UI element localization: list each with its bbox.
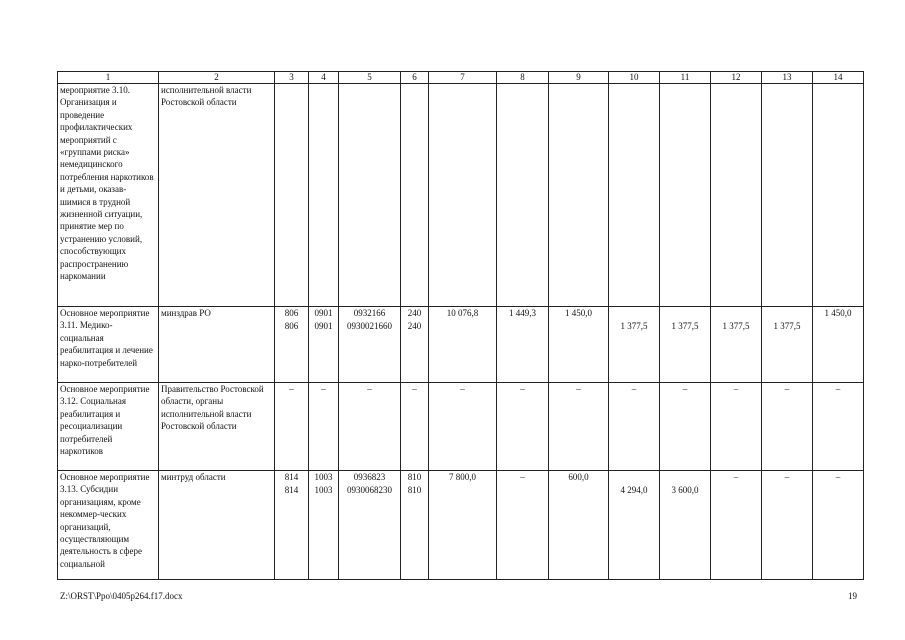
dash-cell: –: [309, 383, 339, 471]
measure-name: мероприятие 3.10. Организация и проведение профилактических мероприятий с «группами риска» немедицинского потребления наркотиков и детьми, оказав-шимися в трудной жизненной ситуации, принятие мер по устранению условий, способствующих распространению наркомании: [58, 84, 159, 307]
dash-cell: –: [813, 383, 864, 471]
expense-code: 810 810: [401, 471, 429, 580]
executor-name: минтруд области: [159, 471, 275, 580]
dash-cell: –: [429, 383, 497, 471]
total-value: 10 076,8: [429, 307, 497, 383]
dash-cell: –: [497, 383, 549, 471]
section-code: 1003 1003: [309, 471, 339, 580]
dash-cell: –: [711, 383, 762, 471]
col-header: 12: [711, 72, 762, 84]
year-value: 1 377,5: [660, 307, 711, 383]
year-value: 1 450,0: [549, 307, 609, 383]
year-value: –: [711, 471, 762, 580]
dash-cell: –: [609, 383, 660, 471]
section-code: 0901 0901: [309, 307, 339, 383]
executor-name: исполнительной власти Ростовской области: [159, 84, 275, 307]
file-path: Z:\ORST\Ppo\0405p264.f17.docx: [60, 591, 183, 601]
year-value: 4 294,0: [609, 471, 660, 580]
col-header: 1: [58, 72, 159, 84]
page-number: 19: [848, 591, 857, 601]
header-row: [58, 72, 864, 84]
year-value: 1 377,5: [609, 307, 660, 383]
year-value: –: [497, 471, 549, 580]
table-row: [58, 471, 864, 580]
executor-name: Правительство Ростовской области, органы исполнительной власти Ростовской области: [159, 383, 275, 471]
dash-cell: –: [401, 383, 429, 471]
col-header: 6: [401, 72, 429, 84]
dash-cell: –: [549, 383, 609, 471]
grbs-code: 806 806: [275, 307, 309, 383]
expense-code: 240 240: [401, 307, 429, 383]
col-header: 3: [275, 72, 309, 84]
total-value: 7 800,0: [429, 471, 497, 580]
table-row: [58, 383, 864, 471]
year-value: 1 450,0: [813, 307, 864, 383]
col-header: 7: [429, 72, 497, 84]
col-header: 11: [660, 72, 711, 84]
year-value: 1 449,3: [497, 307, 549, 383]
year-value: 1 377,5: [762, 307, 813, 383]
year-value: 1 377,5: [711, 307, 762, 383]
year-value: 3 600,0: [660, 471, 711, 580]
col-header: 2: [159, 72, 275, 84]
target-code: 0932166 0930021660: [339, 307, 401, 383]
col-header: 4: [309, 72, 339, 84]
col-header: 8: [497, 72, 549, 84]
table-row: [58, 84, 864, 307]
col-header: 14: [813, 72, 864, 84]
grbs-code: 814 814: [275, 471, 309, 580]
measure-name: Основное мероприятие 3.11. Медико-социальная реабилитация и лечение нарко-потребителей: [58, 307, 159, 383]
col-header: 10: [609, 72, 660, 84]
program-table: [57, 71, 864, 580]
executor-name: минздрав РО: [159, 307, 275, 383]
col-header: 13: [762, 72, 813, 84]
dash-cell: –: [660, 383, 711, 471]
table-row: [58, 307, 864, 383]
dash-cell: –: [762, 383, 813, 471]
dash-cell: –: [339, 383, 401, 471]
year-value: 600,0: [549, 471, 609, 580]
year-value: –: [762, 471, 813, 580]
target-code: 0936823 0930068230: [339, 471, 401, 580]
col-header: 9: [549, 72, 609, 84]
col-header: 5: [339, 72, 401, 84]
measure-name: Основное мероприятие 3.12. Социальная реабилитация и ресоциализации потребителей наркотиков: [58, 383, 159, 471]
year-value: –: [813, 471, 864, 580]
measure-name: Основное мероприятие 3.13. Субсидии организациям, кроме некоммер-ческих организаций, осуществляющим деятельность в сфере социальной: [58, 471, 159, 580]
dash-cell: –: [275, 383, 309, 471]
